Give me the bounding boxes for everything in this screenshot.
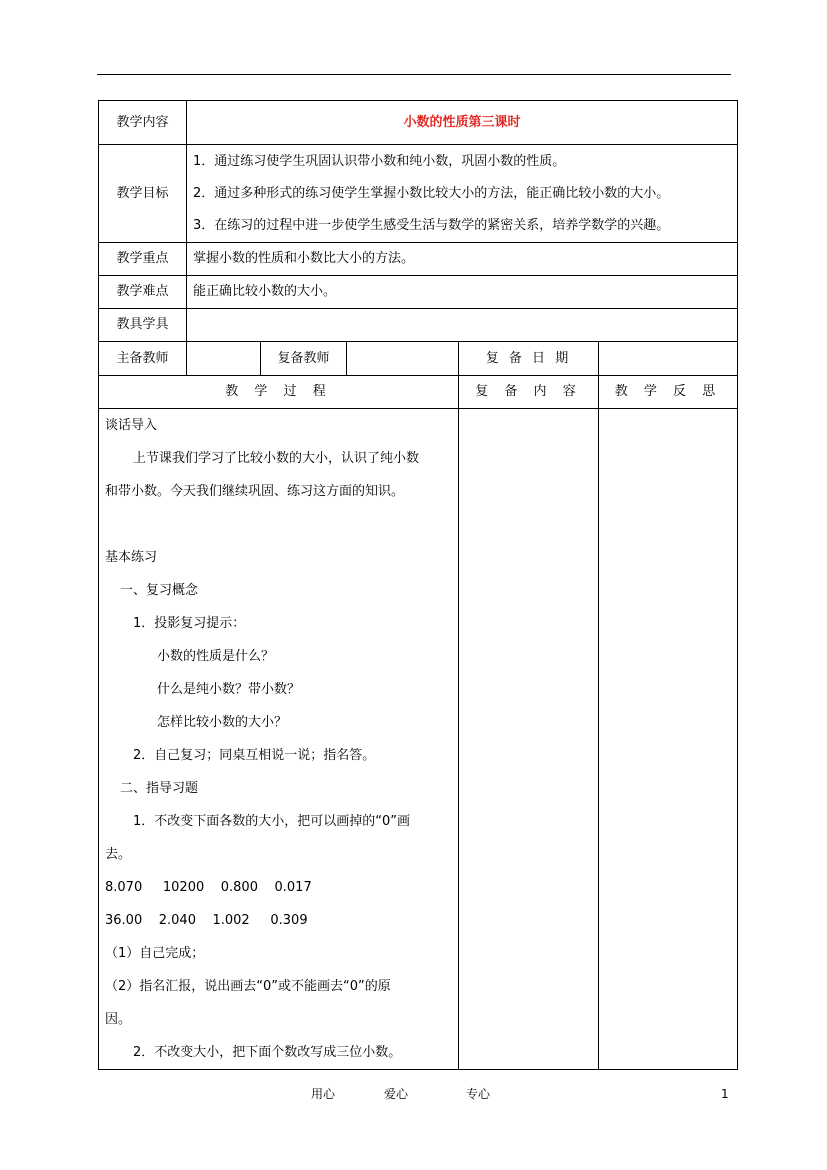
row-teachers	[99, 342, 738, 376]
row-section-headers	[99, 376, 738, 409]
lesson-title: 小数的性质第三课时	[187, 101, 738, 145]
lesson-plan-table	[98, 100, 738, 1070]
label-reflection: 教 学 反 思	[599, 376, 738, 409]
process-line: 36.00 2.040 1.002 0.309	[105, 913, 308, 928]
row-goals	[99, 145, 738, 243]
process-line: 基本练习	[105, 550, 158, 565]
process-line: 什么是纯小数？带小数？	[157, 682, 301, 697]
process-line: （1）自己完成；	[105, 946, 205, 961]
reflection-cell	[599, 409, 738, 1070]
process-line: 1．不改变下面各数的大小，把可以画掉的“0”画	[133, 814, 411, 829]
footer-word-3: 专心	[466, 1087, 491, 1101]
process-line: 1．投影复习提示：	[133, 616, 246, 631]
process-line	[105, 508, 452, 541]
goal-1: 1．通过练习使学生巩固认识带小数和纯小数，巩固小数的性质。	[193, 153, 566, 169]
label-co-content: 复 备 内 容	[459, 376, 599, 409]
co-teacher-value	[347, 342, 459, 376]
page-number: 1	[721, 1087, 729, 1101]
label-co-teacher: 复备教师	[261, 342, 347, 376]
goals-cell	[187, 145, 738, 243]
process-line: 谈话导入	[105, 418, 158, 433]
row-tools	[99, 309, 738, 342]
row-content	[99, 101, 738, 145]
row-body	[99, 409, 738, 1070]
label-content: 教学内容	[99, 101, 187, 145]
header-rule	[97, 74, 731, 75]
goal-3: 3．在练习的过程中进一步使学生感受生活与数学的紧密关系，培养学数学的兴趣。	[193, 217, 670, 233]
process-line: 2．不改变大小，把下面个数改写成三位小数。	[133, 1045, 402, 1060]
process-line: （2）指名汇报，说出画去“0”或不能画去“0”的原	[105, 979, 391, 994]
process-line: 2．自己复习；同桌互相说一说；指名答。	[133, 748, 376, 763]
difficulties-value: 能正确比较小数的大小。	[187, 276, 738, 309]
label-lead-teacher: 主备教师	[99, 342, 187, 376]
process-line: 怎样比较小数的大小？	[157, 715, 288, 730]
label-difficulties: 教学难点	[99, 276, 187, 309]
process-line: 小数的性质是什么？	[157, 649, 275, 664]
footer-word-2: 爱心	[384, 1087, 409, 1101]
label-key-points: 教学重点	[99, 243, 187, 276]
label-goals: 教学目标	[99, 145, 187, 243]
row-difficulties	[99, 276, 738, 309]
process-line: 一、复习概念	[120, 583, 199, 598]
label-process: 教 学 过 程	[99, 376, 459, 409]
footer-word-1: 用心	[311, 1087, 336, 1101]
process-line: 上节课我们学习了比较小数的大小，认识了纯小数	[133, 451, 420, 466]
process-line: 和带小数。今天我们继续巩固、练习这方面的知识。	[105, 484, 405, 499]
co-date-value	[599, 342, 738, 376]
label-tools: 教具学具	[99, 309, 187, 342]
co-content-cell	[459, 409, 599, 1070]
label-co-date: 复 备 日 期	[459, 342, 599, 376]
process-line: 去。	[105, 847, 132, 862]
process-cell	[99, 409, 459, 1070]
tools-value	[187, 309, 738, 342]
process-line: 8.070 10200 0.800 0.017	[105, 880, 312, 895]
row-key-points	[99, 243, 738, 276]
lead-teacher-value	[187, 342, 261, 376]
process-line: 二、指导习题	[120, 781, 199, 796]
key-points-value: 掌握小数的性质和小数比大小的方法。	[187, 243, 738, 276]
goal-2: 2．通过多种形式的练习使学生掌握小数比较大小的方法，能正确比较小数的大小。	[193, 185, 670, 201]
process-line: 因。	[105, 1012, 132, 1027]
